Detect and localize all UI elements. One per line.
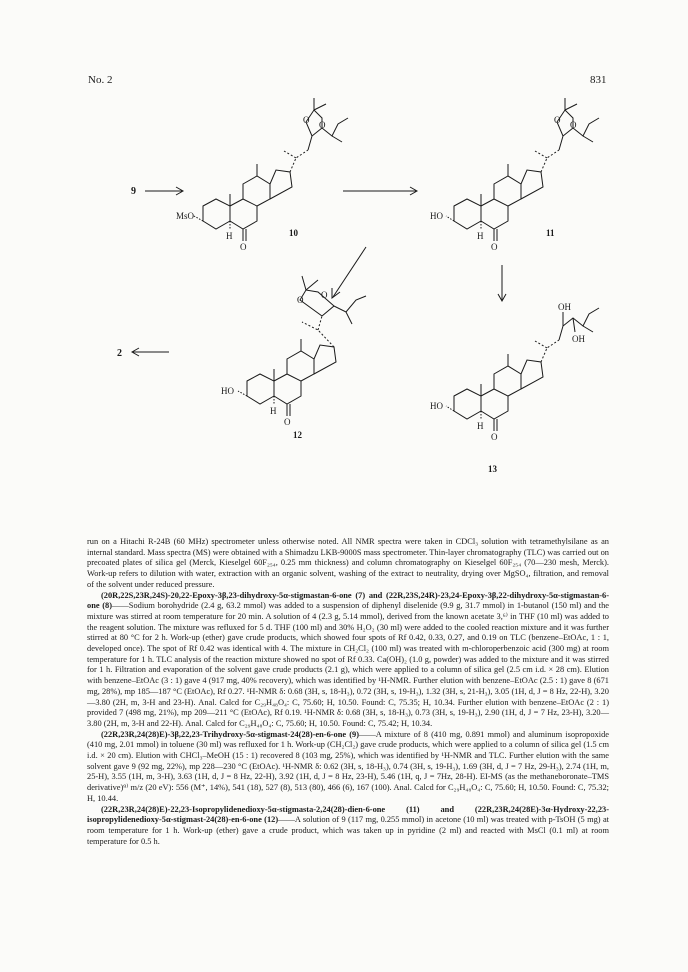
page-number: 831 — [590, 74, 607, 86]
acetonide-o-label: O — [303, 115, 310, 125]
compound-12-label: 12 — [293, 430, 302, 440]
acetonide-o-label: O — [570, 120, 577, 130]
section-heading: (20R,22S,23R,24S)-20,22-Epoxy-3β,23-dihydroxy-5α-stigmastan-6-one (7) and (22R,23S,24R)-23,24-Epoxy-3β,22-dihydroxy-5α-stigmastan-6-one (8) — [87, 590, 609, 611]
compound-13-h-label: H — [477, 421, 484, 431]
compound-2-ref: 2 — [117, 348, 122, 359]
section-compounds-11-12 — [87, 805, 609, 848]
section-heading: (22R,23R,24(28)E)-3β,22,23-Trihydroxy-5α-stigmast-24(28)-en-6-one (9) — [101, 729, 359, 739]
compound-10-label: 10 — [289, 228, 298, 238]
arrow-12-to-2 — [132, 348, 169, 356]
compound-12-o-label: O — [284, 417, 291, 427]
section-body: ——A solution of 9 (117 mg, 0.255 mmol) in acetone (10 ml) was treated with p-TsOH (5 mg) at room temperature for 1 h. Work-up (ether) gave a crude product, which was taken up in pyridine (2 ml) and reacted with MsCl (0.1 ml) at room temperature for 0.5 h. — [87, 815, 609, 846]
compound-13-substituent: HO — [430, 401, 443, 411]
compound-12-substituent: HO — [221, 386, 234, 396]
journal-number: No. 2 — [88, 74, 113, 86]
section-body: ——Sodium borohydride (2.4 g, 63.2 mmol) was added to a suspension of diphenyl diselenide (9.9 g, 31.7 mmol) in 1-butanol (150 ml) and the mixture was stirred at room temperature for 20 min. A solution of 4 (2.3 g, 5.14 mmol), derived from the known acetate 3,⁶⁾ in THF (10 ml) was added to the reagent solution. The mixture was refluxed for 5 d. THF (100 ml) and 30% H₂O₂ (30 ml) were added to the cooled reaction mixture and it was further stirred at 80 °C for 2 h. Work-up (ether) gave crude products, which showed four spots of Rf 0.42, 0.33, 0.27, and 0.19 on TLC (benzene–EtOAc, 1 : 1, developed once). The spot of Rf 0.42 was identical with 4. The mixture in CH₂Cl₂ (100 ml) was treated with m-chloroperbenzoic acid (300 mg) at room temperature for 1 h. TLC analysis of the reaction mixture showed no spot of Rf 0.33. Ca(OH)₂ (1.0 g, powder) was added to the mixture and it was stirred for 1 h. Filtration and evaporation of the solvent gave crude products (2.1 g), which were applied to a column of silica gel (2.5 cm i.d. × 28 cm). Elution with benzene–EtOAc (3 : 1) gave 4 (917 mg, 40% recovery), which was identified by ¹H-NMR. Further elution with benzene–EtOAc (2.5 : 1) gave 8 (671 mg, 28%), mp 185—187 °C (EtOAc), Rf 0.27. ¹H-NMR δ: 0.68 (3H, s, 18-H₃), 0.72 (3H, s, 19-H₃), 1.32 (3H, s, 21-H₃), 3.05 (1H, d, J = 8 Hz, 22-H), 3.20—3.80 (2H, m, 3-H and 23-H). Anal. Calcd for C₂₉H₄₈O₄: C, 75.60; H, 10.50. Found: C, 75.35; H, 10.34. Further elution with benzene–EtOAc (2 : 1) provided 7 (498 mg, 21%), mp 209—211 °C (EtOAc), Rf 0.19. ¹H-NMR δ: 0.68 (3H, s, 18-H₃), 0.73 (3H, s, 19-H₃), 2.90 (1H, d, J = 7 Hz, 23-H), 3.20—3.80 (2H, m, 3-H and 22-H). Anal. Calcd for C₂₉H₄₈O₄: C, 75.60; H, 10.50. Found: C, 75.42; H, 10.34. — [87, 601, 610, 728]
compound-11-label: 11 — [546, 228, 555, 238]
compound-11-substituent: HO — [430, 211, 443, 221]
compound-10-h-label: H — [226, 231, 233, 241]
acetonide-o-label: O — [321, 290, 328, 300]
arrow-11-to-13 — [498, 265, 506, 301]
compound-11-o-label: O — [491, 242, 498, 252]
compound-13-o-label: O — [491, 432, 498, 442]
compound-13-oh-label: OH — [572, 334, 585, 344]
acetonide-o-label: O — [297, 295, 304, 305]
compound-13-oh-label: OH — [558, 302, 571, 312]
experimental-text — [87, 537, 609, 847]
arrow-11-to-12 — [332, 247, 366, 298]
compound-10-substituent: MsO — [176, 211, 195, 221]
arrow-9-to-10 — [145, 187, 183, 195]
compound-10-o-label: O — [240, 242, 247, 252]
compound-12-h-label: H — [270, 406, 277, 416]
section-compounds-7-8 — [87, 591, 609, 730]
compound-13-structure — [446, 308, 599, 431]
acetonide-o-label: O — [554, 115, 561, 125]
compound-9-ref: 9 — [131, 186, 136, 197]
acetonide-o-label: O — [319, 120, 326, 130]
compound-13-label: 13 — [488, 464, 497, 474]
compound-11-h-label: H — [477, 231, 484, 241]
arrow-10-to-11 — [343, 187, 417, 195]
section-compound-9 — [87, 730, 609, 805]
intro-paragraph: run on a Hitachi R-24B (60 MHz) spectrometer unless otherwise noted. All NMR spectra were taken in CDCl₃ solution with tetramethylsilane as an internal standard. Mass spectra (MS) were obtained with a Shimadzu LKB-9000S mass spectrometer. Thin-layer chromatography (TLC) was carried out on precoated plates of silica gel (Merck, Kieselgel 60F₂₅₄, 0.25 mm thickness) and column chromatography on Kieselgel 60F₂₅₄ (70—230 mesh, Merck). Work-up refers to dilution with water, extraction with an organic solvent, washing of the extract to neutrality, drying over MgSO₄, filtration, and removal of the solvent under reduced pressure. — [87, 537, 609, 589]
section-body: ——A mixture of 8 (410 mg, 0.891 mmol) and aluminum isopropoxide (410 mg, 2.01 mmol) in toluene (30 ml) was refluxed for 1 h. Work-up (CH₂Cl₂) gave crude products, which were applied to a column of silica gel (1.5 cm i.d. × 20 cm). Elution with CHCl₃–MeOH (15 : 1) recovered 8 (103 mg, 25%), which was identified by ¹H-NMR and TLC. Further elution with the same solvent gave 9 (92 mg, 22%), mp 228—230 °C (EtOAc). ¹H-NMR δ: 0.62 (3H, s, 18-H₃), 0.74 (3H, s, 19-H₃), 1.69 (3H, d, J = 7 Hz, 29-H₃), 2.74 (1H, m, 25-H), 3.55 (1H, m, 3-H), 3.63 (1H, d, J = 8 Hz, 22-H), 3.92 (1H, d, J = 8 Hz, 23-H), 5.46 (1H, q, J = 7Hz, 28-H). EI-MS (as the methaneboronate–TMS derivative)⁹⁾ m/z (20 eV): 556 (M⁺, 14%), 541 (18), 527 (8), 513 (80), 466 (6), 167 (100). Anal. Calcd for C₂₉H₄₈O₄: C, 75.60; H, 10.50. Found: C, 75.32; H, 10.44. — [87, 729, 609, 803]
section-heading: (22R,23R,24(28)E)-22,23-Isopropylidenedioxy-5α-stigmasta-2,24(28)-dien-6-one (11) and (22R,23R,24(28E)-3α-Hydroxy-22,23-isopropylidenedioxy-5α-stigmast-24(28)-en-6-one (12) — [87, 804, 609, 825]
